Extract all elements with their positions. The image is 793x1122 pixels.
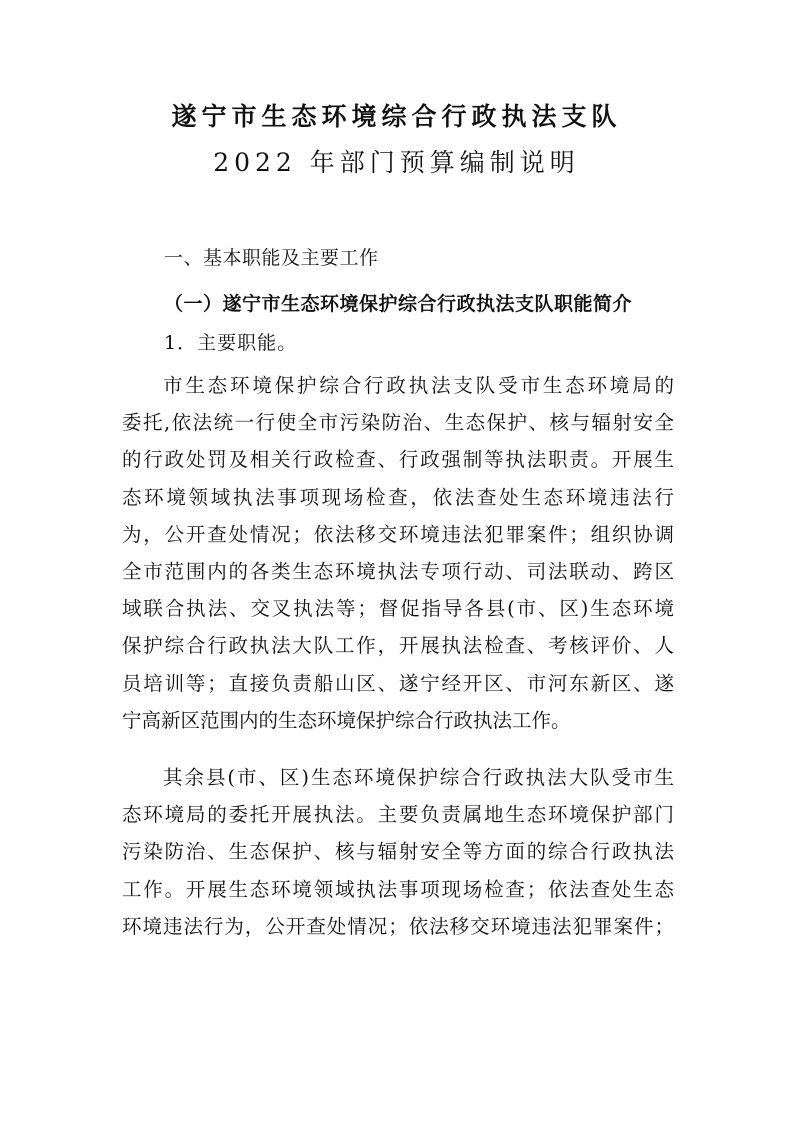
paragraph-line: 保护综合行政执法大队工作，开展执法检查、考核评价、人 [122,634,674,658]
document-title-line1: 遂宁市生态环境综合行政执法支队 [171,102,622,131]
paragraph-line: 市生态环境保护综合行政执法支队受市生态环境局的 [163,374,674,397]
paragraph-main-functions [122,367,674,739]
paragraph-line: 为，公开查处情况；依法移交环境违法犯罪案件；组织协调 [122,522,674,546]
paragraph-line: 委托,依法统一行使全市污染防治、生态保护、核与辐射安全 [122,411,674,435]
paragraph-line: 宁高新区范围内的生态环境保护综合行政执法工作。 [122,708,571,732]
paragraph-line: 态环境领域执法事项现场检查，依法查处生态环境违法行 [122,485,674,509]
paragraph-line: 环境违法行为，公开查处情况；依法移交环境违法犯罪案件； [122,914,674,938]
paragraph-county-teams [122,759,674,945]
document-title-line2: 2022 年部门预算编制说明 [213,148,580,177]
paragraph-line: 员培训等；直接负责船山区、遂宁经开区、市河东新区、遂 [122,671,674,695]
subsection-heading-functions-intro: （一）遂宁市生态环境保护综合行政执法支队职能简介 [164,293,633,315]
paragraph-line: 工作。开展生态环境领域执法事项现场检查；依法查处生态 [122,877,674,901]
paragraph-line: 其余县(市、区)生态环境保护综合行政执法大队受市生 [163,766,674,789]
paragraph-line: 域联合执法、交叉执法等；督促指导各县(市、区)生态环境 [122,597,674,621]
paragraph-line: 全市范围内的各类生态环境执法专项行动、司法联动、跨区 [122,559,674,583]
section-heading-basic-functions: 一、基本职能及主要工作 [164,247,379,269]
paragraph-line: 态环境局的委托开展执法。主要负责属地生态环境保护部门 [122,803,674,827]
item-heading-main-functions: 1．主要职能。 [164,332,298,354]
paragraph-line: 的行政处罚及相关行政检查、行政强制等执法职责。开展生 [122,448,674,472]
paragraph-line: 污染防治、生态保护、核与辐射安全等方面的综合行政执法 [122,840,674,864]
